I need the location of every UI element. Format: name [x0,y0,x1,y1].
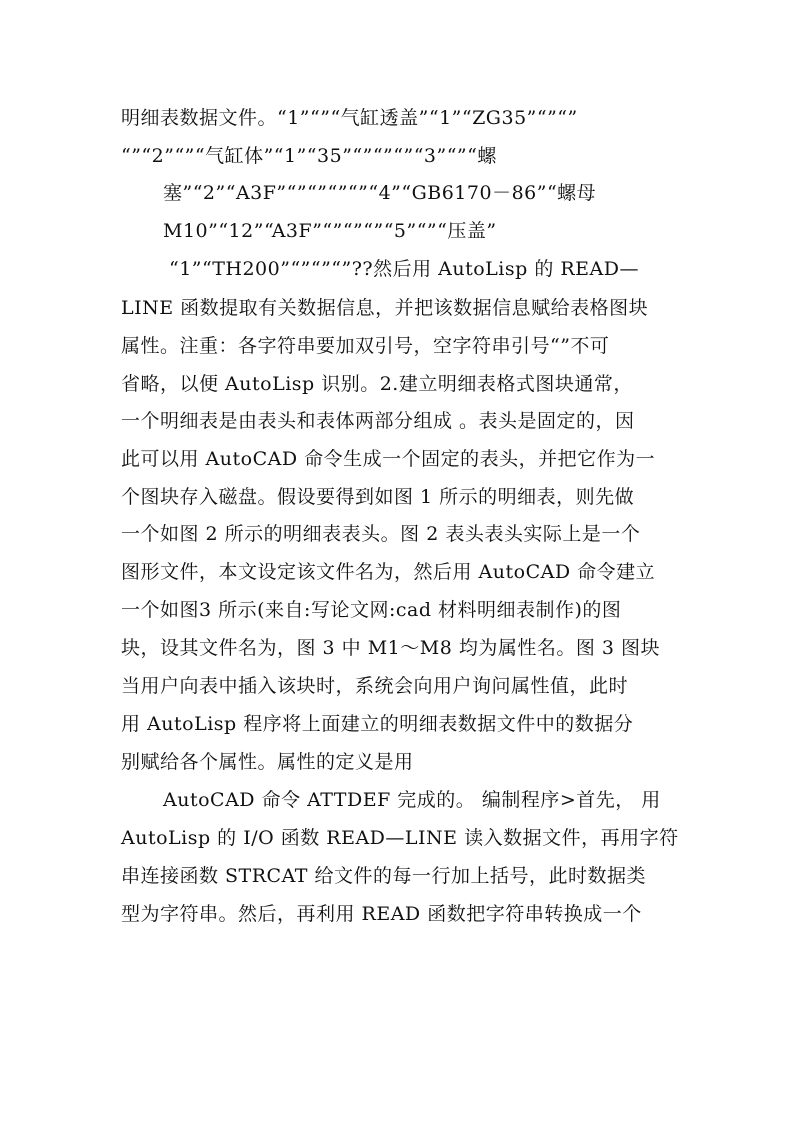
text-line: 块，设其文件名为，图 3 中 M1～M8 均为属性名。图 3 图块 [121,637,661,659]
text-line: 塞”“2”“A3F”“”“”“”“”“4”“GB6170－86”“螺母 [163,182,597,204]
text-line: LINE 函数提取有关数据信息，并把该数据信息赋给表格图块 [121,297,649,319]
text-line: 此可以用 AutoCAD 命令生成一个固定的表头，并把它作为一 [121,448,656,470]
text-line: 属性。注重：各字符串要加双引号，空字符串引号“”不可 [121,335,610,357]
text-line: 型为字符串。然后，再利用 READ 函数把字符串转换成一个 [121,903,642,925]
text-line: 省略，以便 AutoLisp 识别。2.建立明细表格式图块通常， [121,373,633,395]
text-line: AutoCAD 命令 ATTDEF 完成的。 编制程序>首先， 用 [163,789,661,811]
text-line: AutoLisp 的 I/O 函数 READ—LINE 读入数据文件，再用字符 [121,827,679,849]
text-line: M10”“12”“A3F”“”“”“”“5”“”“压盖” [163,220,497,242]
text-line: 用 AutoLisp 程序将上面建立的明细表数据文件中的数据分 [121,713,634,735]
text-line: “1”“TH200”“”“”“”??然后用 AutoLisp 的 READ— [169,258,639,280]
text-line: 串连接函数 STRCAT 给文件的每一行加上括号，此时数据类 [121,865,646,887]
text-line: 图形文件，本文设定该文件名为，然后用 AutoCAD 命令建立 [121,561,656,583]
text-line: 个图块存入磁盘。假设要得到如图 1 所示的明细表，则先做 [121,486,635,508]
text-line: 一个如图 2 所示的明细表表头。图 2 表头表头实际上是一个 [121,523,641,545]
text-line: 当用户向表中插入该块时，系统会向用户询问属性值，此时 [121,675,629,697]
text-line: 一个明细表是由表头和表体两部分组成 。表头是固定的，因 [121,410,635,432]
text-line: 一个如图3 所示(来自:写论文网:cad 材料明细表制作)的图 [121,599,622,621]
text-line: 明细表数据文件。“1”“”“气缸透盖”“1”“ZG35”“”“” [121,107,578,129]
text-line: “”“2”“”“气缸体”“1”“35”“”“”“”“3”“”“螺 [121,145,497,167]
text-line: 别赋给各个属性。属性的定义是用 [121,751,414,773]
